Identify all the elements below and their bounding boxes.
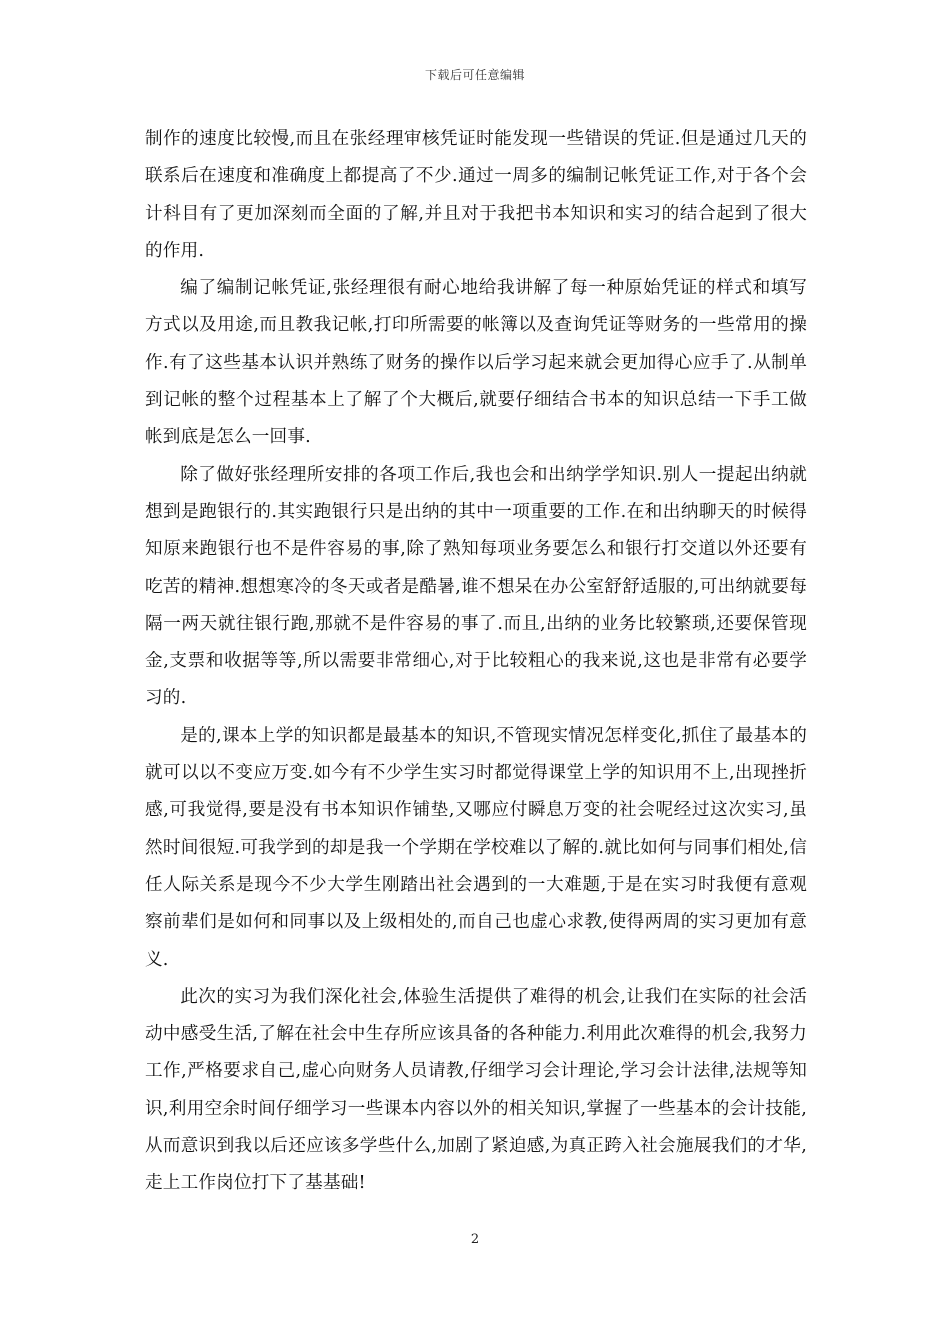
paragraph-3: 除了做好张经理所安排的各项工作后,我也会和出纳学学知识.别人一提起出纳就想到是跑银行的.其实跑银行只是出纳的其中一项重要的工作.在和出纳聊天的时候得知原来跑银行也不是件容易的事,除了熟知每项业务要怎么和银行打交道以外还要有吃苦的精神.想想寒冷的冬天或者是酷暑,谁不想呆在办公室舒舒适服的,可出纳就要每隔一两天就往银行跑,那就不是件容易的事了.而且,出纳的业务比较繁琐,还要保管现金,支票和收据等等,所以需要非常细心,对于比较粗心的我来说,这也是非常有必要学习的. (145, 464, 807, 709)
paragraph-2: 编了编制记帐凭证,张经理很有耐心地给我讲解了每一种原始凭证的样式和填写方式以及用途,而且教我记帐,打印所需要的帐簿以及查询凭证等财务的一些常用的操作.有了这些基本认识并熟练了财务的操作以后学习起来就会更加得心应手了.从制单到记帐的整个过程基本上了解了个大概后,就要仔细结合书本的知识总结一下手工做帐到底是怎么一回事. (145, 278, 807, 448)
page-number: 2 (470, 1232, 480, 1247)
paragraph-1: 制作的速度比较慢,而且在张经理审核凭证时能发现一些错误的凭证.但是通过几天的联系后在速度和准确度上都提高了不少.通过一周多的编制记帐凭证工作,对于各个会计科目有了更加深刻而全面的了解,并且对于我把书本知识和实习的结合起到了很大的作用. (145, 129, 807, 261)
document-body (145, 121, 807, 1203)
page-header: 下载后可任意编辑 (424, 68, 525, 82)
paragraph-4: 是的,课本上学的知识都是最基本的知识,不管现实情况怎样变化,抓住了最基本的就可以以不变应万变.如今有不少学生实习时都觉得课堂上学的知识用不上,出现挫折感,可我觉得,要是没有书本知识作铺垫,又哪应付瞬息万变的社会呢经过这次实习,虽然时间很短.可我学到的却是我一个学期在学校难以了解的.就比如何与同事们相处,信任人际关系是现今不少大学生刚踏出社会遇到的一大难题,于是在实习时我便有意观察前辈们是如何和同事以及上级相处的,而自己也虚心求教,使得两周的实习更加有意义. (145, 725, 807, 970)
paragraph-5: 此次的实习为我们深化社会,体验生活提供了难得的机会,让我们在实际的社会活动中感受生活,了解在社会中生存所应该具备的各种能力.利用此次难得的机会,我努力工作,严格要求自己,虚心向财务人员请教,仔细学习会计理论,学习会计法律,法规等知识,利用空余时间仔细学习一些课本内容以外的相关知识,掌握了一些基本的会计技能,从而意识到我以后还应该多学些什么,加剧了紧迫感,为真正跨入社会施展我们的才华,走上工作岗位打下了基基础! (145, 986, 807, 1194)
